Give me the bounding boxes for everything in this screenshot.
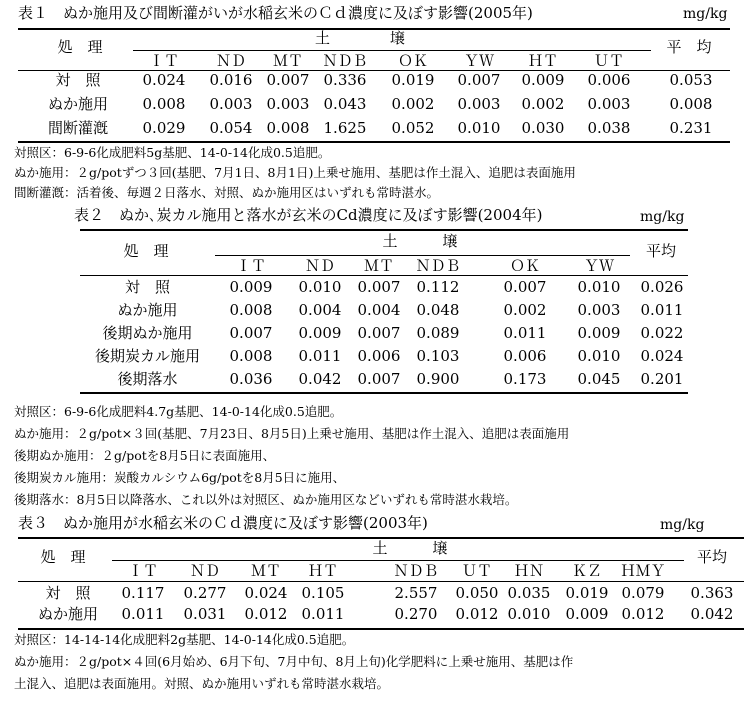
average-cell: 0.008 xyxy=(669,95,713,113)
table-cell: 0.048 xyxy=(416,301,460,319)
table-cell: 0.003 xyxy=(457,95,501,113)
table-cell: 0.016 xyxy=(209,71,253,89)
table1-soil-header: 土 壌 xyxy=(314,29,405,47)
table-cell: 0.030 xyxy=(521,119,565,137)
table-cell: 0.052 xyxy=(391,119,435,137)
table2-soil-rule xyxy=(215,255,630,256)
table-cell: 0.038 xyxy=(587,119,631,137)
column-header: ＮＤ xyxy=(189,562,220,580)
table-cell: 0.007 xyxy=(357,324,401,342)
table-cell: 0.024 xyxy=(142,71,186,89)
table-cell: 0.009 xyxy=(298,324,342,342)
table1-treatment-header: 処 理 xyxy=(57,38,103,56)
table-cell: 0.003 xyxy=(587,95,631,113)
average-cell: 0.053 xyxy=(669,71,713,89)
row-label: 後期ぬか施用 xyxy=(102,324,193,342)
column-header: ＩＴ xyxy=(127,562,158,580)
table-cell: 0.003 xyxy=(209,95,253,113)
table-cell: 0.103 xyxy=(416,347,460,365)
table1-avg-header: 平 均 xyxy=(666,38,712,56)
table1-unit: mg/kg xyxy=(683,6,728,22)
footnote: 対照区：6-9-6化成肥料4.7g基肥、14-0-14化成0.5追肥。 xyxy=(14,404,343,419)
column-header: ＹＷ xyxy=(583,257,614,275)
column-header: ＮＤ xyxy=(304,257,335,275)
table-cell: 0.079 xyxy=(621,584,665,602)
table-cell: 0.008 xyxy=(266,119,310,137)
table-cell: 0.105 xyxy=(301,584,345,602)
column-header: ＫＺ xyxy=(571,562,602,580)
table3-treatment-header: 処 理 xyxy=(40,548,86,566)
column-header: ＩＴ xyxy=(235,257,266,275)
table-cell: 0.003 xyxy=(577,301,621,319)
column-header: ＹＷ xyxy=(463,52,494,70)
table-cell: 0.008 xyxy=(142,95,186,113)
column-header: ＭＴ xyxy=(250,562,281,580)
table2-treatment-header: 処 理 xyxy=(123,242,169,260)
table3-caption: 表３ ぬか施用が水稲玄米のＣｄ濃度に及ぼす影響(2003年) xyxy=(18,514,428,532)
table-cell: 0.029 xyxy=(142,119,186,137)
table-cell: 0.007 xyxy=(457,71,501,89)
table3-header-rule xyxy=(18,581,744,582)
column-header: ＨＮ xyxy=(513,562,544,580)
table-cell: 0.336 xyxy=(323,71,367,89)
table1-bottom-rule xyxy=(18,141,730,143)
average-cell: 0.022 xyxy=(640,324,684,342)
average-cell: 0.026 xyxy=(640,278,684,296)
table-cell: 0.009 xyxy=(229,278,273,296)
column-header: ＵＴ xyxy=(461,562,492,580)
table-cell: 0.006 xyxy=(357,347,401,365)
footnote: 間断灌漑：活着後、毎週２日落水、対照、ぬか施用区はいずれも常時湛水。 xyxy=(14,185,440,200)
table-cell: 0.019 xyxy=(391,71,435,89)
table-cell: 0.010 xyxy=(577,347,621,365)
table-cell: 0.008 xyxy=(229,347,273,365)
table-cell: 0.270 xyxy=(394,605,438,623)
average-cell: 0.024 xyxy=(640,347,684,365)
table-cell: 0.002 xyxy=(521,95,565,113)
table-cell: 0.012 xyxy=(455,605,499,623)
row-label: 後期炭カル施用 xyxy=(94,347,200,365)
table-cell: 0.035 xyxy=(507,584,551,602)
average-cell: 0.363 xyxy=(690,584,734,602)
footnote: ぬか施用：２g/pot×４回(6月始め、6月下旬、7月中旬、8月上旬)化学肥料に上乗せ施用、基肥は作 xyxy=(14,654,574,669)
table2-avg-header: 平均 xyxy=(645,242,676,260)
column-header: ＨＴ xyxy=(307,562,338,580)
footnote: 対照区：14-14-14化成肥料2g基肥、14-0-14化成0.5追肥。 xyxy=(14,632,355,647)
table-cell: 0.117 xyxy=(121,584,165,602)
table-cell: 0.012 xyxy=(244,605,288,623)
footnote: 後期落水：8月5日以降落水、これ以外は対照区、ぬか施用区などいずれも常時湛水栽培。 xyxy=(14,492,518,507)
table-cell: 0.009 xyxy=(521,71,565,89)
row-label: 後期落水 xyxy=(117,370,178,388)
footnote: 土混入、追肥は表面施用。対照、ぬか施用いずれも常時湛水栽培。 xyxy=(14,676,390,691)
table-cell: 1.625 xyxy=(323,119,367,137)
footnote: 後期炭カル施用：炭酸カルシウム6g/potを8月5日に施用、 xyxy=(14,470,346,485)
average-cell: 0.201 xyxy=(640,370,684,388)
table2-bottom-rule xyxy=(80,392,688,394)
column-header: ＯＫ xyxy=(509,257,540,275)
footnote: ぬか施用：２g/pot×３回(基肥、7月23日、8月5日)上乗せ施用、基肥は作土混入、追肥は表面施用 xyxy=(14,426,570,441)
column-header: ＮＤＢ xyxy=(415,257,461,275)
table-cell: 0.036 xyxy=(229,370,273,388)
table-cell: 0.010 xyxy=(298,278,342,296)
table-cell: 0.002 xyxy=(503,301,547,319)
table1-soil-rule xyxy=(133,50,651,51)
column-header: ＮＤ xyxy=(215,52,246,70)
table2-soil-header: 土 壌 xyxy=(382,232,458,250)
table-cell: 0.007 xyxy=(229,324,273,342)
table-cell: 0.010 xyxy=(577,278,621,296)
table3-soil-rule xyxy=(112,560,684,561)
column-header: ＮＤＢ xyxy=(393,562,439,580)
table-cell: 0.007 xyxy=(357,278,401,296)
table2-header-rule xyxy=(80,275,688,276)
footnote: 後期ぬか施用：２g/potを8月5日に表面施用、 xyxy=(14,448,276,463)
table-cell: 0.112 xyxy=(416,278,460,296)
row-label: 間断灌漑 xyxy=(47,119,108,137)
table-cell: 0.006 xyxy=(587,71,631,89)
table-cell: 0.019 xyxy=(565,584,609,602)
table-cell: 0.011 xyxy=(121,605,165,623)
table1-caption: 表１ ぬか施用及び間断灌がいが水稲玄米のＣｄ濃度に及ぼす影響(2005年) xyxy=(18,4,533,22)
table3-unit: mg/kg xyxy=(660,517,705,533)
table-cell: 0.009 xyxy=(565,605,609,623)
table-cell: 0.006 xyxy=(503,347,547,365)
table-cell: 0.010 xyxy=(507,605,551,623)
table-cell: 0.043 xyxy=(323,95,367,113)
table-cell: 0.011 xyxy=(503,324,547,342)
row-label: 対 照 xyxy=(124,278,170,296)
table-cell: 0.011 xyxy=(298,347,342,365)
table3-avg-header: 平均 xyxy=(696,548,727,566)
average-cell: 0.042 xyxy=(690,605,734,623)
table-cell: 0.050 xyxy=(455,584,499,602)
table-cell: 0.008 xyxy=(229,301,273,319)
column-header: ＨＭＹ xyxy=(620,562,666,580)
column-header: ＩＴ xyxy=(148,52,179,70)
table-cell: 0.003 xyxy=(266,95,310,113)
table-cell: 0.011 xyxy=(301,605,345,623)
table-cell: 0.004 xyxy=(298,301,342,319)
row-label: ぬか施用 xyxy=(37,605,98,623)
column-header: ＯＫ xyxy=(397,52,428,70)
table-cell: 0.010 xyxy=(457,119,501,137)
footnote: ぬか施用：２g/potずつ３回(基肥、7月1日、8月1日)上乗せ施用、基肥は作土混入、追肥は表面施用 xyxy=(14,165,576,180)
table-cell: 0.012 xyxy=(621,605,665,623)
table-cell: 0.004 xyxy=(357,301,401,319)
column-header: ＮＤＢ xyxy=(322,52,368,70)
column-header: ＨＴ xyxy=(527,52,558,70)
column-header: ＵＴ xyxy=(593,52,624,70)
table-cell: 0.089 xyxy=(416,324,460,342)
table-cell: 0.002 xyxy=(391,95,435,113)
average-cell: 0.231 xyxy=(669,119,713,137)
table-cell: 0.024 xyxy=(244,584,288,602)
table-cell: 0.900 xyxy=(416,370,460,388)
table-cell: 0.042 xyxy=(298,370,342,388)
table-cell: 0.173 xyxy=(503,370,547,388)
table-cell: 2.557 xyxy=(394,584,438,602)
table-cell: 0.007 xyxy=(503,278,547,296)
table-cell: 0.054 xyxy=(209,119,253,137)
column-header: ＭＴ xyxy=(272,52,303,70)
table-cell: 0.031 xyxy=(183,605,227,623)
table2-unit: mg/kg xyxy=(640,209,685,225)
row-label: ぬか施用 xyxy=(47,95,108,113)
row-label: 対 照 xyxy=(45,584,91,602)
table3-soil-header: 土 壌 xyxy=(372,539,448,557)
column-header: ＭＴ xyxy=(363,257,394,275)
footnote: 対照区：6-9-6化成肥料5g基肥、14-0-14化成0.5追肥。 xyxy=(14,145,331,160)
table2-caption: 表２ ぬか､炭カル施用と落水が玄米のCd濃度に及ぼす影響(2004年) xyxy=(74,206,543,224)
table-cell: 0.009 xyxy=(577,324,621,342)
table-cell: 0.045 xyxy=(577,370,621,388)
average-cell: 0.011 xyxy=(640,301,684,319)
table2-top-rule xyxy=(80,229,688,231)
row-label: 対 照 xyxy=(55,71,101,89)
table-cell: 0.277 xyxy=(183,584,227,602)
table-cell: 0.007 xyxy=(357,370,401,388)
table-cell: 0.007 xyxy=(266,71,310,89)
table3-bottom-rule xyxy=(18,628,744,630)
row-label: ぬか施用 xyxy=(117,301,178,319)
